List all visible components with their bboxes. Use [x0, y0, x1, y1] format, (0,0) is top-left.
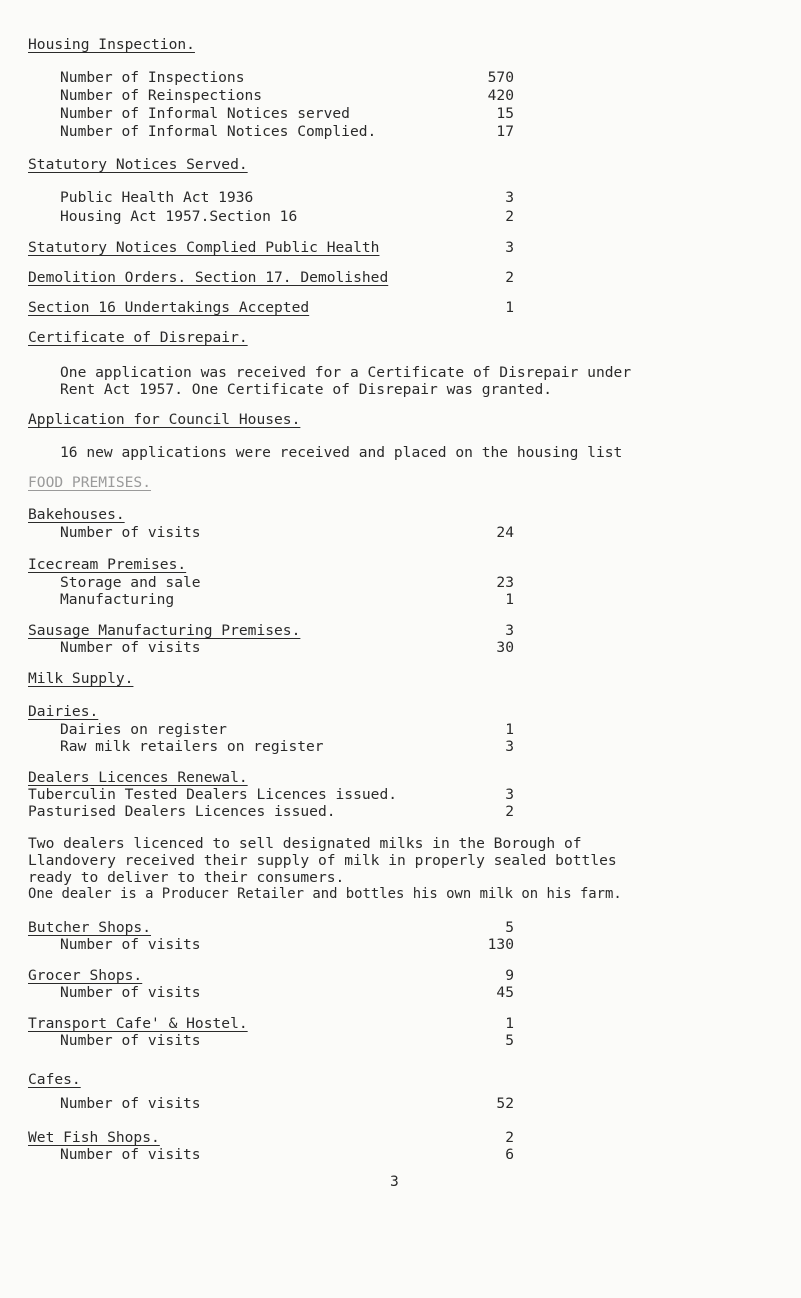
fish-visits-label: Number of visits — [60, 1146, 201, 1163]
statutory-row-value: 3 — [505, 189, 514, 206]
dealers-heading: Dealers Licences Renewal. — [28, 769, 248, 786]
fish-visits: 6 — [505, 1146, 514, 1163]
housing-row-value: 17 — [496, 123, 514, 140]
milk-paragraph: Llandovery received their supply of milk in properly sealed bottles — [28, 852, 617, 869]
butcher-visits: 130 — [487, 936, 514, 953]
bakehouses-row-value: 24 — [496, 524, 514, 541]
misc-row-value: 1 — [505, 299, 514, 316]
statutory-row-value: 2 — [505, 208, 514, 225]
bakehouses-heading: Bakehouses. — [28, 506, 125, 523]
disrepair-heading: Certificate of Disrepair. — [28, 329, 248, 346]
dairies-row-value: 1 — [505, 721, 514, 738]
transport-count: 1 — [505, 1015, 514, 1032]
icecream-row-label: Manufacturing — [60, 591, 175, 608]
icecream-row-value: 23 — [496, 574, 514, 591]
housing-row-label: Number of Informal Notices Complied. — [60, 123, 377, 140]
transport-visits-label: Number of visits — [60, 1032, 201, 1049]
sausage-value: 3 — [505, 622, 514, 639]
misc-row-label: Statutory Notices Complied Public Health — [28, 239, 380, 256]
disrepair-text: Rent Act 1957. One Certificate of Disrepair was granted. — [60, 381, 553, 398]
dairies-heading: Dairies. — [28, 703, 99, 720]
cafes-visits: 52 — [496, 1095, 514, 1112]
cafes-visits-label: Number of visits — [60, 1095, 201, 1112]
housing-row-value: 420 — [487, 87, 514, 104]
dealers-row-value: 2 — [505, 803, 514, 820]
dairies-row-label: Raw milk retailers on register — [60, 738, 324, 755]
icecream-row-label: Storage and sale — [60, 574, 201, 591]
housing-heading: Housing Inspection. — [28, 36, 195, 53]
housing-row-label: Number of Inspections — [60, 69, 245, 86]
sausage-row-value: 30 — [496, 639, 514, 656]
dealers-row-value: 3 — [505, 786, 514, 803]
statutory-row-label: Housing Act 1957.Section 16 — [60, 208, 298, 225]
council-heading: Application for Council Houses. — [28, 411, 301, 428]
butcher-count: 5 — [505, 919, 514, 936]
premises-heading: FOOD PREMISES. — [28, 474, 152, 491]
butcher-heading: Butcher Shops. — [28, 919, 152, 936]
dairies-row-value: 3 — [505, 738, 514, 755]
statutory-heading: Statutory Notices Served. — [28, 156, 248, 173]
fish-count: 2 — [505, 1129, 514, 1146]
bakehouses-row-label: Number of visits — [60, 524, 201, 541]
housing-row-value: 15 — [496, 105, 514, 122]
icecream-row-value: 1 — [505, 591, 514, 608]
sausage-heading: Sausage Manufacturing Premises. — [28, 622, 301, 639]
statutory-row-label: Public Health Act 1936 — [60, 189, 254, 206]
housing-row-label: Number of Informal Notices served — [60, 105, 350, 122]
council-text: 16 new applications were received and placed on the housing list — [60, 444, 623, 461]
dairies-row-label: Dairies on register — [60, 721, 227, 738]
milk-paragraph: ready to deliver to their consumers. — [28, 869, 345, 886]
misc-row-value: 2 — [505, 269, 514, 286]
grocer-visits-label: Number of visits — [60, 984, 201, 1001]
milk-paragraph: One dealer is a Producer Retailer and bottles his own milk on his farm. — [28, 886, 622, 902]
transport-visits: 5 — [505, 1032, 514, 1049]
housing-row-label: Number of Reinspections — [60, 87, 263, 104]
grocer-visits: 45 — [496, 984, 514, 1001]
icecream-heading: Icecream Premises. — [28, 556, 187, 573]
dealers-row-label: Pasturised Dealers Licences issued. — [28, 803, 336, 820]
cafes-heading: Cafes. — [28, 1071, 81, 1088]
butcher-visits-label: Number of visits — [60, 936, 201, 953]
fish-heading: Wet Fish Shops. — [28, 1129, 160, 1146]
sausage-row-label: Number of visits — [60, 639, 201, 656]
housing-row-value: 570 — [487, 69, 514, 86]
transport-heading: Transport Cafe' & Hostel. — [28, 1015, 248, 1032]
page-number: 3 — [390, 1173, 399, 1190]
misc-row-value: 3 — [505, 239, 514, 256]
disrepair-text: One application was received for a Certificate of Disrepair under — [60, 364, 632, 381]
milk-paragraph: Two dealers licenced to sell designated milks in the Borough of — [28, 835, 582, 852]
dealers-row-label: Tuberculin Tested Dealers Licences issued. — [28, 786, 398, 803]
misc-row-label: Demolition Orders. Section 17. Demolished — [28, 269, 389, 286]
grocer-heading: Grocer Shops. — [28, 967, 143, 984]
misc-row-label: Section 16 Undertakings Accepted — [28, 299, 310, 316]
grocer-count: 9 — [505, 967, 514, 984]
milk-heading: Milk Supply. — [28, 670, 134, 687]
